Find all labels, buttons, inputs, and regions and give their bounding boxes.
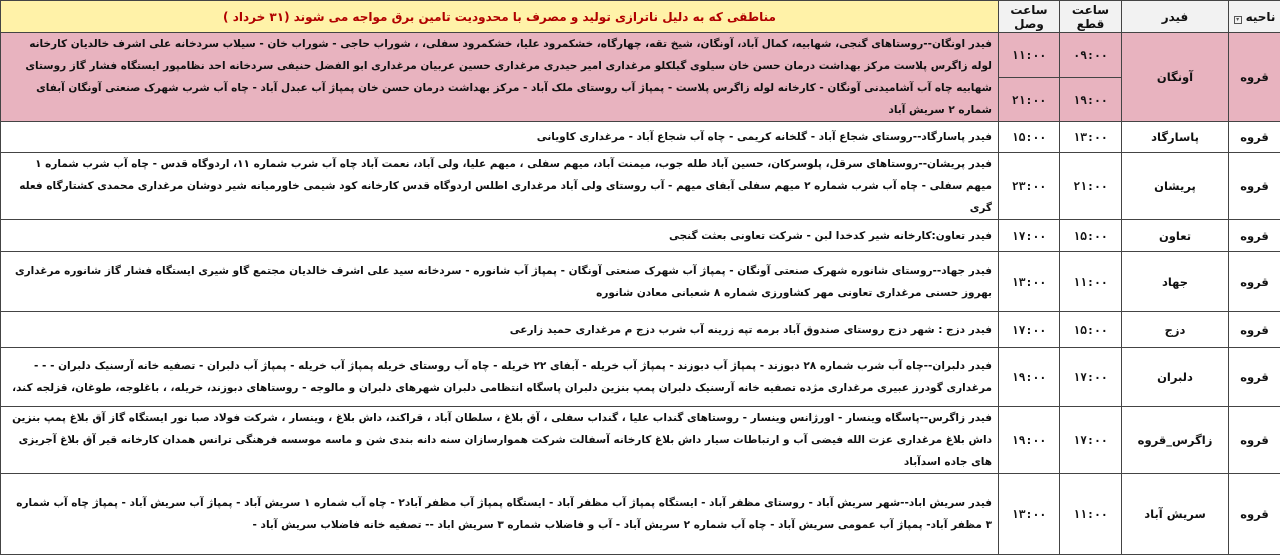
cell-connect-time: ۱۵:۰۰ [999, 122, 1060, 153]
cell-areas: فیدر سریش اباد--شهر سریش آباد - روستای مظفر آباد - ایستگاه پمپاژ آب مظفر آباد - ایستگاه پمپاژ آب مظفر آباد۲ - چاه آب شماره ۱ سریش آباد - پمپاژ آب سریش آباد - پمپاژ چاه آب شماره ۳ مظفر آباد- پمپاژ آب عمومی سریش آباد - چاه آب شماره ۲ سریش آباد - آب و فاضلاب شماره ۳ سریش اباد -- تصفیه خانه فاضلاب سریش آباد - [1, 474, 999, 555]
cell-areas: فیدر اونگان--روستاهای گنجی، شهابیه، کمال آباد، آونگان، شیخ تقه، چهارگاه، خشکمرود علیا، خشکمرود سفلی، ، شوراب حاجی - شوراب خان - سیلاب سردخانه علی اشرف خالدیان کارخانه لوله زاگرس پلاست مرکز بهداشت درمان حسن خان سیلوی گیلکلو مرغداری امیر حیدری مرغداری حسین عربیان مرغداری ابو الفضل حنیفی سردخانه احد نظامپور ایستگاه فشار گاز روستای شهابیه چاه آب آشامیدنی آونگان - کارخانه لوله زاگرس پلاست - پمپاژ آب روستای ملک آباد - مرکز بهداشت درمان حسن خان پمپاژ آب عبدل آباد - چاه آب شرب شهرک صنعتی آونگان آبفای شماره ۲ سریش آباد [1, 33, 999, 122]
cell-connect-time: ۱۷:۰۰ [999, 220, 1060, 252]
cell-region: قروه [1229, 348, 1280, 407]
table-row [1, 220, 1280, 252]
filter-icon[interactable]: ▾ [1234, 16, 1242, 24]
table-row [1, 474, 1280, 555]
cell-areas: فیدر پاسارگاد--روستای شجاع آباد - گلخانه کریمی - چاه آب شجاع آباد - مرغداری کاویانی [1, 122, 999, 153]
table-row [1, 348, 1280, 407]
cell-areas: فیدر پریشان--روستاهای سرقل، پلوسرکان، حسین آباد طله جوب، میمنت آباد، میهم سفلی ، میهم علیا، ولی آباد، نعمت آباد چاه آب شرب شماره ۱۱، اردوگاه قدس - چاه آب شرب شماره ۱ میهم سفلی - چاه آب شرب شماره ۲ میهم سفلی آبفای میهم - آب روستای ولی آباد مرغداری اطلس اردوگاه قدس کارخانه کود شیمی خاورمیانه شیر دوشان مرغداری محمدی کشتارگاه فعله گری [1, 153, 999, 220]
cell-connect-time: ۲۱:۰۰ [999, 78, 1060, 122]
cell-feeder: جهاد [1122, 252, 1229, 312]
cell-cut-time: ۱۱:۰۰ [1060, 252, 1122, 312]
cell-feeder: پریشان [1122, 153, 1229, 220]
cell-region: قروه [1229, 312, 1280, 348]
cell-cut-time: ۱۵:۰۰ [1060, 312, 1122, 348]
cell-region: قروه [1229, 122, 1280, 153]
cell-areas: فیدر دزج : شهر دزج روستای صندوق آباد برمه تپه زرینه آب شرب دزج م مرغداری حمید زارعی [1, 312, 999, 348]
header-region-label: ناحیه [1246, 10, 1276, 24]
cell-feeder: زاگرس_قروه [1122, 407, 1229, 474]
cell-connect-time: ۲۳:۰۰ [999, 153, 1060, 220]
cell-connect-time: ۱۳:۰۰ [999, 474, 1060, 555]
table-row [1, 407, 1280, 474]
header-cut-time: ساعت قطع [1060, 1, 1122, 33]
cell-region: قروه [1229, 252, 1280, 312]
cell-areas: فیدر تعاون:کارخانه شیر کدخدا لبن - شرکت تعاونی بعثت گنجی [1, 220, 999, 252]
table-row [1, 122, 1280, 153]
cell-region: قروه [1229, 407, 1280, 474]
cell-cut-time: ۱۷:۰۰ [1060, 348, 1122, 407]
cell-cut-time: ۰۹:۰۰ [1060, 33, 1122, 78]
cell-feeder: دلبران [1122, 348, 1229, 407]
header-row [1, 1, 1280, 33]
cell-feeder: سریش آباد [1122, 474, 1229, 555]
cell-connect-time: ۱۹:۰۰ [999, 407, 1060, 474]
cell-areas: فیدر جهاد--روستای شانوره شهرک صنعتی آونگان - پمپاژ آب شهرک صنعتی آونگان - پمپاژ آب شانوره - سردخانه سید علی اشرف خالدیان مجتمع گاو شیری ایستگاه فشار گاز شانوره مرغداری بهروز حسنی مرغداری تعاونی مهر کشاورزی شماره ۸ شعبانی معادن شانوره [1, 252, 999, 312]
cell-connect-time: ۱۱:۰۰ [999, 33, 1060, 78]
cell-region: قروه [1229, 474, 1280, 555]
cell-connect-time: ۱۳:۰۰ [999, 252, 1060, 312]
cell-cut-time: ۱۵:۰۰ [1060, 220, 1122, 252]
cell-cut-time: ۱۱:۰۰ [1060, 474, 1122, 555]
table-row [1, 153, 1280, 220]
table-row [1, 252, 1280, 312]
table-row [1, 33, 1280, 78]
cell-cut-time: ۱۹:۰۰ [1060, 78, 1122, 122]
cell-cut-time: ۲۱:۰۰ [1060, 153, 1122, 220]
cell-feeder: تعاون [1122, 220, 1229, 252]
cell-areas: فیدر زاگرس--پاسگاه وینسار - اورژانس وینسار - روستاهای گنداب علیا ، گنداب سفلی ، آق بلاغ ، سلطان آباد ، قراکند، داش بلاغ ، وینسار ، شرکت فولاد صبا نور ایستگاه گاز آق بلاغ پمپ بنزین داش بلاغ مرغداری عزت الله فیضی آب و ارتباطات سیار داش بلاغ کارخانه آسفالت شرکت هموارسازان سنه دانه بندی شن و ماسه موسسه فرهنگی ترانس همدان کارخانه قیر آق بلاغ آجریزی های جاده اسدآباد [1, 407, 999, 474]
header-title: مناطقی که به دلیل ناترازی تولید و مصرف با محدودیت تامین برق مواجه می شوند (۳۱ خرداد ) [1, 1, 999, 33]
cell-cut-time: ۱۷:۰۰ [1060, 407, 1122, 474]
header-region[interactable] [1229, 1, 1280, 33]
header-feeder: فیدر [1122, 1, 1229, 33]
cell-feeder: پاسارگاد [1122, 122, 1229, 153]
cell-region: قروه [1229, 33, 1280, 122]
cell-connect-time: ۱۷:۰۰ [999, 312, 1060, 348]
cell-areas: فیدر دلبران--چاه آب شرب شماره ۲۸ دبوزند - پمپاژ آب دبوزند - پمپاژ آب خریله - آبفای ۲۲ خریله - چاه آب روستای خریله پمپاژ آب خریله - پمپاژ آب دلبران - تصفیه خانه آرسنیک دلبران - - - مرغداری گودرز عبیری مرغداری مژده تصفیه خانه آرسنیک دلبران پمپ بنزین دلبران پاسگاه انتظامی دلبران شهرهای دلبران و مالوجه - روستاهای دبوزند، خریله، ، باغلوجه، طوغان، قزلجه کند، [1, 348, 999, 407]
header-connect-time: ساعت وصل [999, 1, 1060, 33]
cell-feeder: آونگان [1122, 33, 1229, 122]
cell-connect-time: ۱۹:۰۰ [999, 348, 1060, 407]
cell-cut-time: ۱۳:۰۰ [1060, 122, 1122, 153]
table-row [1, 312, 1280, 348]
cell-region: قروه [1229, 153, 1280, 220]
cell-region: قروه [1229, 220, 1280, 252]
cell-feeder: دزج [1122, 312, 1229, 348]
